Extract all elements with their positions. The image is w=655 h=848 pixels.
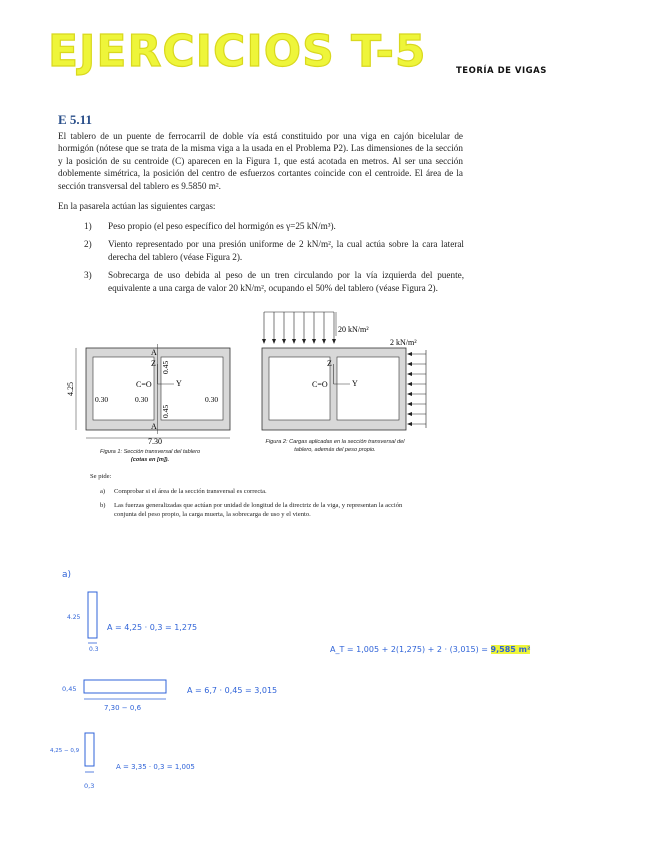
asks-list: [100, 487, 410, 520]
label-centroid: C=O: [312, 380, 328, 389]
figure-2-caption: [250, 438, 420, 454]
load-item: [84, 238, 464, 263]
figure-2-caption-line1: Figura 2: Cargas aplicadas en la sección transversal del: [265, 439, 405, 445]
distributed-load-arrowheads: [262, 339, 336, 344]
sketch2-width-label: 7,30 − 0,6: [104, 704, 142, 712]
exercise-title: E 5.11: [58, 112, 92, 127]
dim-top-slab-0-45: 0.45: [161, 360, 170, 374]
load-text: Peso propio (el peso específico del hormigón es γ=25 kN/m³).: [108, 221, 336, 231]
sketch3-equation: A = 3,35 · 0,3 = 1,005: [116, 763, 195, 771]
figure-1-caption: [80, 448, 220, 464]
label-2-kn-m2: 2 kN/m²: [390, 338, 417, 347]
ask-text: Las fuerzas generalizadas que actúan por unidad de longitud de la directriz de la viga, y representan la acción conjunta del peso propio, la carga muerta, la sobrecarga de uso y el viento.: [114, 501, 403, 518]
sketch3-web-rectangle: [82, 730, 104, 780]
sketch1-width-label: 0.3: [89, 646, 99, 653]
slab-rectangle: [84, 680, 166, 693]
sketch3-width-label: 0,3: [84, 782, 95, 790]
web-rectangle: [85, 733, 94, 766]
sketch2-height-label: 0,45: [62, 685, 77, 693]
figure-2-applied-loads: [250, 308, 440, 440]
sketch1-web-rectangle: [85, 590, 107, 652]
loads-list: [84, 220, 464, 294]
exercise-intro: El tablero de un puente de ferrocarril de doble vía está constituido por una viga en cajón bicelular de hormigón (nótese que se trata de la misma viga a la usada en el Problema P2). Las dimensiones de la sección y la posición de su centroide (C) aparecen en la Figura 1, que está acotada en metros. Al ser una sección doblemente simétrica, la posición del centro de esfuerzos cortantes coincide con el centroide. El área de la sección transversal del tablero es 9.5850 m².: [58, 131, 463, 191]
label-20-kn-m2: 20 kN/m²: [338, 325, 369, 334]
web-rectangle: [88, 592, 97, 638]
label-a-bottom: A: [151, 422, 157, 431]
label-y: Y: [176, 379, 182, 388]
dim-height-4-25: 4.25: [66, 382, 75, 396]
sketch1-equation: A = 4,25 · 0,3 = 1,275: [107, 623, 198, 632]
dim-bottom-slab-0-45: 0.45: [161, 404, 170, 418]
ask-item: [100, 501, 410, 520]
note-part-label: a): [62, 570, 72, 580]
distributed-load-arrows: [264, 312, 334, 342]
load-text: Sobrecarga de uso debida al peso de un tren circulando por la vía izquierda del puente, equivalente a una carga de valor 20 kN/m², ocupando el 50% del tablero (véase Figura 2).: [108, 270, 464, 293]
figure-1-caption-line1: Figura 1: Sección transversal del tablero: [99, 449, 201, 455]
load-number: 3): [84, 270, 92, 281]
label-a-top: A: [151, 348, 157, 357]
figure-1-cross-section: [62, 338, 242, 450]
dim-center-web-0-30: 0.30: [135, 395, 149, 404]
label-y: Y: [352, 379, 358, 388]
sketch2-equation: A = 6,7 · 0,45 = 3,015: [187, 686, 278, 695]
right-cell: [161, 357, 223, 420]
label-z: Z: [151, 359, 156, 368]
load-number: 1): [84, 221, 92, 231]
wind-load-arrowheads: [407, 352, 412, 426]
ask-text: Comprobar si el área de la sección transversal es correcta.: [114, 488, 267, 495]
dim-left-web-0-30: 0.30: [95, 395, 109, 404]
load-item: [84, 220, 464, 232]
ask-item: [100, 487, 410, 497]
load-item: [84, 269, 464, 294]
ask-number: b): [100, 501, 106, 509]
wind-load-arrows: [408, 350, 426, 428]
right-cell: [337, 357, 399, 420]
ask-number: a): [100, 488, 106, 495]
dim-width-7-30: 7.30: [148, 437, 162, 446]
sketch1-height-label: 4.25: [67, 614, 81, 621]
total-area-equation: [330, 645, 530, 654]
total-area-result: 9,585 m²: [490, 645, 531, 654]
load-text: Viento representado por una presión uniforme de 2 kN/m², la cual actúa sobre la cara lateral derecha del tablero (véase Figura 2).: [108, 239, 464, 262]
asks-intro: Se pide:: [90, 473, 112, 480]
page-topic: TEORÍA DE VIGAS: [456, 66, 547, 76]
load-number: 2): [84, 239, 92, 250]
loads-intro: En la pasarela actúan las siguientes cargas:: [58, 201, 216, 211]
figure-1-caption-line2: (cotas en [m]).: [130, 457, 170, 463]
sketch2-slab-rectangle: [80, 676, 170, 706]
sketch3-height-label: 4,25 − 0,9: [50, 748, 80, 754]
page-banner-title: EJERCICIOS T-5: [48, 26, 427, 77]
figure-2-caption-line2: tablero, además del peso propio.: [294, 447, 376, 453]
dim-right-web-0-30: 0.30: [205, 395, 219, 404]
label-z: Z: [327, 359, 332, 368]
label-centroid: C=O: [136, 380, 152, 389]
total-area-expression: A_T = 1,005 + 2(1,275) + 2 · (3,015) =: [330, 645, 491, 654]
